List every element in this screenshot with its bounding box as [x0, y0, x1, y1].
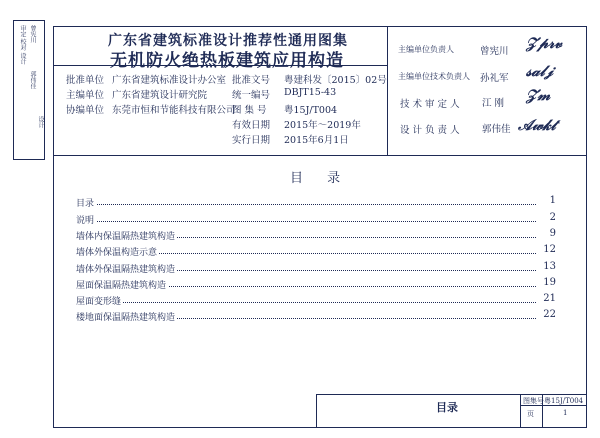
title-block-left-line [316, 394, 317, 428]
strip-line-1: 曾宪川 [29, 25, 36, 43]
toc-title: 目 录 [290, 171, 351, 186]
toc-item-title: 墙体内保温隔热建筑构造 [76, 229, 177, 242]
person-role-2: 主编单位技术负责人 [398, 72, 470, 81]
toc-leader [76, 204, 536, 205]
valid-date-value: 2015年～2019年 [284, 120, 361, 131]
title-block-top-line [316, 394, 587, 395]
sheet-title: 目录 [436, 401, 458, 414]
co-unit-label: 协编单位 [66, 105, 105, 116]
title-block-divider-1 [520, 394, 521, 428]
toc-row[interactable] [76, 229, 556, 241]
toc-item-title: 墙体外保温隔热建筑构造 [76, 262, 177, 275]
approval-no-value: 粤建科发〔2015〕02号 [284, 75, 387, 86]
signature-1: 𝒵𝓅𝓇𝓋 [526, 34, 562, 52]
toc-row[interactable] [76, 294, 556, 306]
signature-3: 𝒵𝓂 [526, 86, 551, 104]
title-block-page-label: 页 [527, 410, 534, 418]
toc-row[interactable] [76, 310, 556, 322]
toc-row[interactable] [76, 245, 556, 257]
toc-row[interactable] [76, 262, 556, 274]
person-role-4: 设 计 负 责 人 [400, 125, 460, 136]
toc-item-title: 说明 [76, 213, 96, 226]
person-name-2: 孙礼军 [480, 73, 509, 84]
chief-unit-label: 主编单位 [66, 90, 105, 101]
toc-leader [76, 302, 536, 303]
toc-item-page: 19 [543, 277, 556, 288]
toc-item-page: 22 [543, 309, 556, 320]
toc-item-title: 目录 [76, 196, 96, 209]
unified-no-value: DBJT15-43 [284, 87, 337, 98]
title-block-page: 1 [563, 409, 568, 417]
toc-row[interactable] [76, 278, 556, 290]
approval-no-label: 批准文号 [232, 75, 271, 86]
toc-item-page: 2 [549, 212, 556, 223]
strip-stamp-text: 审定 校对 设计 [19, 25, 26, 65]
strip-line-3: 设计 [37, 116, 44, 128]
valid-date-label: 有效日期 [232, 120, 271, 131]
toc-item-title: 屋面保温隔热建筑构造 [76, 278, 168, 291]
header-bottom-line [53, 155, 587, 156]
toc-item-title: 墙体外保温构造示意 [76, 245, 159, 258]
title-block-atlas-no: 粤15J/T004 [544, 397, 584, 405]
strip-line-2: 郭伟佳 [29, 71, 36, 89]
main-title: 无机防火绝热板建筑应用构造 [110, 51, 344, 71]
person-name-3: 江 刚 [482, 98, 505, 109]
person-name-1: 曾宪川 [480, 46, 509, 57]
signature-2: 𝓈𝒶𝓁𝒿 [526, 62, 553, 80]
atlas-title: 广东省建筑标准设计推荐性通用图集 [108, 33, 348, 49]
toc-row[interactable] [76, 213, 556, 225]
effective-date-value: 2015年6月1日 [284, 135, 349, 146]
atlas-no-label: 图 集 号 [232, 105, 267, 116]
toc-item-title: 屋面变形缝 [76, 294, 123, 307]
signature-4: 𝒜𝓌𝓀𝓉 [518, 116, 556, 134]
approve-unit-value: 广东省建筑标准设计办公室 [112, 75, 227, 86]
toc-item-page: 9 [549, 228, 556, 239]
chief-unit-value: 广东省建筑设计研究院 [112, 90, 208, 101]
toc-item-page: 12 [543, 244, 556, 255]
effective-date-label: 实行日期 [232, 135, 271, 146]
person-role-3: 技 术 审 定 人 [400, 99, 460, 110]
unified-no-label: 统一编号 [232, 90, 271, 101]
atlas-no-value: 粤15J/T004 [284, 105, 338, 116]
toc-item-title: 楼地面保温隔热建筑构造 [76, 310, 177, 323]
left-binding-strip [13, 20, 45, 160]
toc-row[interactable] [76, 196, 556, 208]
person-role-1: 主编单位负责人 [398, 45, 454, 54]
person-name-4: 郭伟佳 [482, 124, 511, 135]
header-divider-line [387, 26, 388, 155]
co-unit-value: 东莞市恒和节能科技有限公司 [112, 105, 236, 116]
toc-item-page: 21 [543, 293, 556, 304]
title-block-atlas-label: 图集号 [523, 397, 544, 405]
toc-item-page: 13 [543, 261, 556, 272]
toc-leader [76, 221, 536, 222]
approve-unit-label: 批准单位 [66, 75, 105, 86]
toc-item-page: 1 [549, 195, 556, 206]
